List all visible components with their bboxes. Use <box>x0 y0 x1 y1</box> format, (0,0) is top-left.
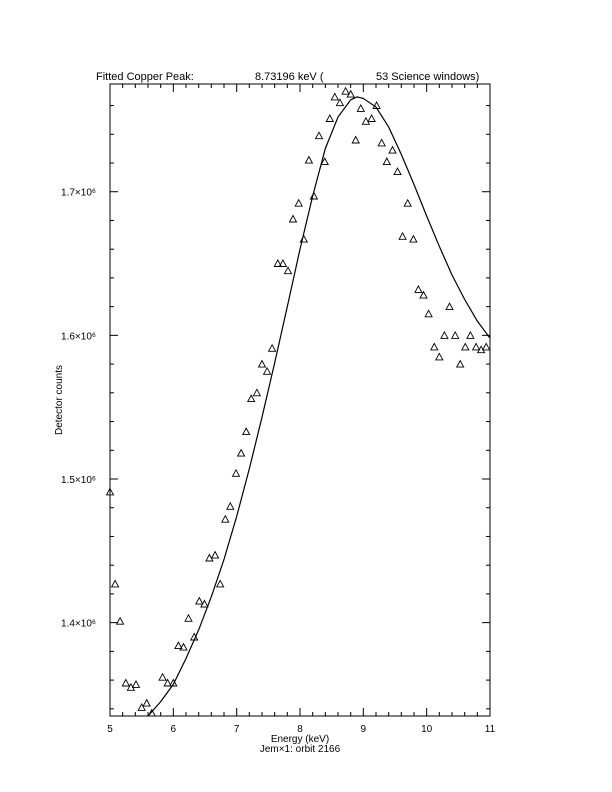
data-point-triangle <box>117 618 124 625</box>
y-tick-label: 1.6×10⁶ <box>61 331 96 343</box>
data-point-triangle <box>253 389 260 396</box>
y-tick-label: 1.4×10⁶ <box>61 618 96 630</box>
data-point-triangle <box>357 105 364 112</box>
plot-frame <box>110 84 490 716</box>
x-tick-label: 6 <box>170 724 177 735</box>
data-point-triangle <box>389 147 396 154</box>
x-tick-label: 7 <box>233 724 240 735</box>
data-point-triangle <box>383 158 390 165</box>
x-tick-label: 10 <box>421 724 433 735</box>
data-point-triangle <box>233 470 240 477</box>
caption: Jem×1: orbit 2166 <box>259 744 341 755</box>
data-point-triangle <box>452 332 459 339</box>
data-point-triangle <box>378 139 385 146</box>
data-point-triangle <box>457 361 464 368</box>
data-point-triangle <box>394 168 401 175</box>
chart-marks <box>107 88 491 716</box>
x-tick-label: 8 <box>297 724 303 735</box>
data-point-triangle <box>342 88 349 95</box>
data-point-triangle <box>269 345 276 352</box>
data-point-triangle <box>473 343 480 350</box>
data-point-triangle <box>462 343 469 350</box>
data-point-triangle <box>436 353 443 360</box>
data-point-triangle <box>143 700 150 707</box>
data-point-triangle <box>326 115 333 122</box>
data-point-triangle <box>352 137 359 144</box>
data-point-triangle <box>404 200 411 207</box>
data-point-triangle <box>410 236 417 243</box>
data-point-triangle <box>316 132 323 139</box>
x-tick-label: 5 <box>107 724 113 735</box>
data-point-triangle <box>222 516 229 523</box>
data-point-triangle <box>467 332 474 339</box>
data-point-triangle <box>259 361 266 368</box>
data-point-triangle <box>483 343 490 350</box>
title-prefix: Fitted Copper Peak: <box>96 71 194 83</box>
data-point-triangle <box>122 680 129 687</box>
fit-curve <box>148 97 490 716</box>
data-point-triangle <box>133 681 140 688</box>
data-point-triangle <box>368 115 375 122</box>
data-point-triangle <box>243 428 250 435</box>
data-point-triangle <box>441 332 448 339</box>
y-tick-label: 1.5×10⁶ <box>61 475 96 486</box>
data-point-triangle <box>196 598 203 605</box>
x-tick-label: 11 <box>484 724 496 735</box>
data-point-triangle <box>112 580 119 587</box>
data-point-triangle <box>238 450 245 457</box>
data-point-triangle <box>264 368 271 375</box>
data-point-triangle <box>305 157 312 164</box>
data-point-triangle <box>212 552 219 559</box>
y-tick-label: 1.7×10⁶ <box>61 187 96 199</box>
data-point-triangle <box>431 343 438 350</box>
title-value: 8.73196 keV ( <box>255 71 324 83</box>
x-axis-label: Energy (keV) <box>270 734 330 745</box>
data-point-triangle <box>295 200 302 207</box>
title-suffix: 53 Science windows) <box>376 71 480 83</box>
data-point-triangle <box>159 674 166 681</box>
y-axis-label: Detector counts <box>54 364 65 436</box>
data-point-triangle <box>425 310 432 317</box>
data-point-triangle <box>399 233 406 240</box>
data-point-triangle <box>415 286 422 293</box>
data-point-triangle <box>217 580 224 587</box>
data-point-triangle <box>446 303 453 310</box>
axes <box>61 84 496 735</box>
data-point-triangle <box>285 267 292 274</box>
data-point-triangle <box>290 216 297 223</box>
chart-title <box>96 71 479 83</box>
x-tick-label: 9 <box>360 724 367 735</box>
data-point-triangle <box>331 93 338 100</box>
data-point-triangle <box>227 503 234 510</box>
data-point-triangle <box>185 615 192 622</box>
